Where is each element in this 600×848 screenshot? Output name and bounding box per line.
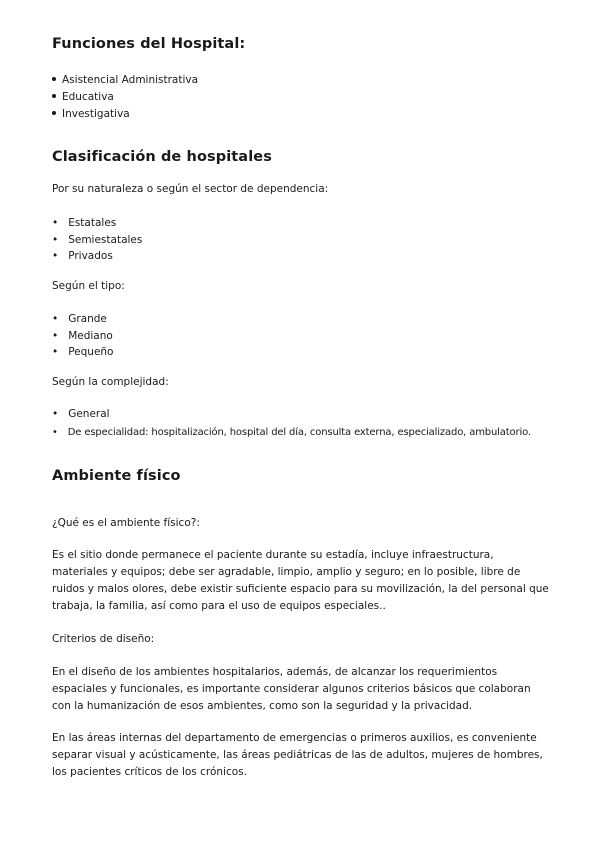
list-item: Investigativa [52, 106, 130, 123]
list-item: Educativa [52, 89, 114, 106]
list-item: • Semiestatales [52, 234, 143, 246]
list-item: • De especialidad: hospitalización, hospital del día, consulta externa, especializado, ambulatorio. [52, 427, 531, 438]
bullet-icon [52, 77, 56, 81]
bullet-icon [52, 94, 56, 98]
list-item: • Pequeño [52, 346, 114, 358]
list-item: • Grande [52, 313, 107, 325]
heading-funciones: Funciones del Hospital: [52, 36, 246, 52]
label-tipo: Según el tipo: [52, 280, 125, 292]
label-criterios: Criterios de diseño: [52, 633, 155, 645]
list-item: Asistencial Administrativa [52, 72, 198, 89]
paragraph-criterios-1: En el diseño de los ambientes hospitalarios, además, de alcanzar los requerimientos espaciales y funcionales, es importante considerar algunos criterios básicos que colaboran con la humanización de esos ambientes, como son la seguridad y la privacidad. [52, 666, 531, 712]
question-ambiente: ¿Qué es el ambiente físico?: [52, 517, 200, 529]
heading-ambiente: Ambiente físico [52, 468, 181, 484]
list-item: • General [52, 408, 110, 420]
bullet-icon [52, 111, 56, 115]
list-item: • Mediano [52, 330, 113, 342]
paragraph-definition: Es el sitio donde permanece el paciente durante su estadía, incluye infraestructura, materiales y equipos; debe ser agradable, limpio, amplio y seguro; en lo posible, libre de ruidos y malos olores, debe existir suficiente espacio para su movilización, la del personal que trabaja, la familia, así como para el uso de equipos especiales.. [52, 549, 549, 612]
heading-clasificacion: Clasificación de hospitales [52, 149, 272, 165]
paragraph-criterios-2: En las áreas internas del departamento de emergencias o primeros auxilios, es conveniente separar visual y acústicamente, las áreas pediátricas de las de adultos, mujeres de hombres, los pacientes críticos de los crónicos. [52, 732, 543, 778]
label-complejidad: Según la complejidad: [52, 376, 169, 388]
list-item: • Privados [52, 250, 113, 262]
label-naturaleza: Por su naturaleza o según el sector de dependencia: [52, 183, 329, 195]
list-item: • Estatales [52, 217, 117, 229]
